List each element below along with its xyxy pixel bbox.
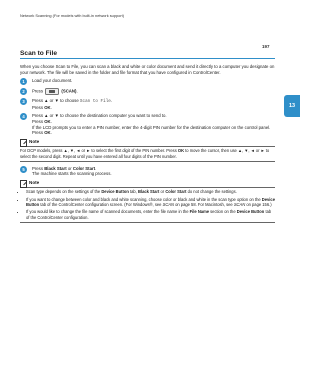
note-rule xyxy=(20,146,275,147)
step-1 xyxy=(20,78,275,85)
step-text: Press ▲ or ▼ to choose the destination computer you want to send to. xyxy=(32,113,167,119)
note-bold: Device Button xyxy=(236,209,265,215)
note-text-part: on page 58. For Macintosh, see xyxy=(175,201,233,207)
note-rule xyxy=(20,222,275,223)
step-number: 1 xyxy=(20,78,27,85)
note-text-part: For DCP models, press ▲, ▼, ◄ or ► to select the first digit of the PIN number. Press xyxy=(20,148,177,154)
note-text-part: do not change the settings. xyxy=(187,189,237,195)
step-bold: OK xyxy=(44,130,51,136)
step-text-end: . xyxy=(76,88,78,94)
note-text xyxy=(20,148,275,159)
note-text-part: or xyxy=(160,189,165,195)
note-rule xyxy=(20,187,275,188)
running-header: Network Scanning (For models with built-in network support) xyxy=(20,13,125,18)
step-text-end: . xyxy=(50,104,52,110)
step-text-end: . xyxy=(50,130,52,136)
step-text-end: . xyxy=(50,118,52,124)
section-title: Scan to File xyxy=(20,50,58,57)
step-text: Press xyxy=(32,130,43,136)
note-label: Note xyxy=(29,180,40,186)
note-link[interactable]: SCAN xyxy=(233,201,246,207)
note-label: Note xyxy=(29,139,40,145)
note-box xyxy=(20,139,275,162)
note-text-part: If you want to change between color and black and white scanning, choose color or black and white in the scan type option on the xyxy=(26,196,261,202)
note-bullet xyxy=(26,197,275,208)
step-text-end: . xyxy=(95,165,97,171)
step-4 xyxy=(20,113,275,135)
step-bold: Black Start xyxy=(44,165,67,171)
step-bold: (SCAN) xyxy=(61,88,77,94)
note-bullet-list xyxy=(20,189,275,219)
note-link[interactable]: SCAN xyxy=(162,201,174,207)
note-bold: Black Start xyxy=(138,189,160,195)
step-text: Press ▲ or ▼ to choose xyxy=(32,98,79,104)
step-text: Press xyxy=(32,88,43,94)
note-text-part: on page 156.) xyxy=(246,201,272,207)
note-text-part: Scan type depends on the settings of the xyxy=(26,189,101,195)
note-rule xyxy=(20,161,275,162)
step-bold: Color Start xyxy=(72,165,96,171)
chapter-tab: 13 xyxy=(284,95,300,117)
step-number: 4 xyxy=(20,113,27,120)
step-bold: OK xyxy=(44,118,51,124)
main-content xyxy=(20,50,275,226)
note-bold: Device Button xyxy=(101,189,129,195)
title-rule xyxy=(20,58,275,59)
note-bold: Color Start xyxy=(165,189,187,195)
section-intro: When you choose Scan to File, you can scan a black and white or color document and send it directly to a computer you designate on your network. The file will be saved in the folder and file format that you have configured in ControlCenter. xyxy=(20,64,275,75)
note-bold: OK xyxy=(177,148,185,154)
note-bullet xyxy=(26,189,275,194)
step-bold: OK xyxy=(44,104,51,110)
step-text-end: . xyxy=(110,98,113,104)
note-text-part: If you would like to change the file name of scanned documents, enter the file name in the xyxy=(26,209,189,215)
note-pencil-icon xyxy=(20,139,27,145)
note-box xyxy=(20,180,275,223)
step-number: 2 xyxy=(20,88,27,95)
note-bullet xyxy=(26,209,275,220)
step-text: or xyxy=(67,165,72,171)
note-text-part: tab of the ControlCenter configuration screen. (For Windows®, see xyxy=(40,201,162,207)
step-text: The machine starts the scanning process. xyxy=(32,171,112,177)
step-text: Press xyxy=(32,118,43,124)
step-3 xyxy=(20,98,275,110)
step-number: 5 xyxy=(20,166,27,173)
scan-key-icon xyxy=(45,88,59,95)
step-number: 3 xyxy=(20,98,27,105)
step-text: Load your document. xyxy=(32,78,73,84)
note-bold: File Name xyxy=(189,209,209,215)
note-text-part: tab, xyxy=(130,189,137,195)
step-text: If the LCD prompts you to enter a PIN number, enter the 4-digit PIN number for the destination computer on the control panel. xyxy=(32,124,271,130)
step-2 xyxy=(20,88,275,95)
note-text-part: tab of the ControlCenter configuration. xyxy=(26,209,272,220)
step-text: Press xyxy=(32,104,43,110)
note-text-part: to move the cursor, then use ▲, ▼, ◄ or ► to select the second digit. Repeat until you have entered all four digits of the PIN number. xyxy=(20,148,270,159)
note-text-part: section on the xyxy=(210,209,236,215)
note-bold: Device Button xyxy=(26,196,275,207)
note-pencil-icon xyxy=(20,180,27,186)
page-number: 197 xyxy=(262,44,270,49)
lcd-option: Scan to File xyxy=(79,99,111,105)
step-text: Press xyxy=(32,165,43,171)
step-5 xyxy=(20,166,275,177)
